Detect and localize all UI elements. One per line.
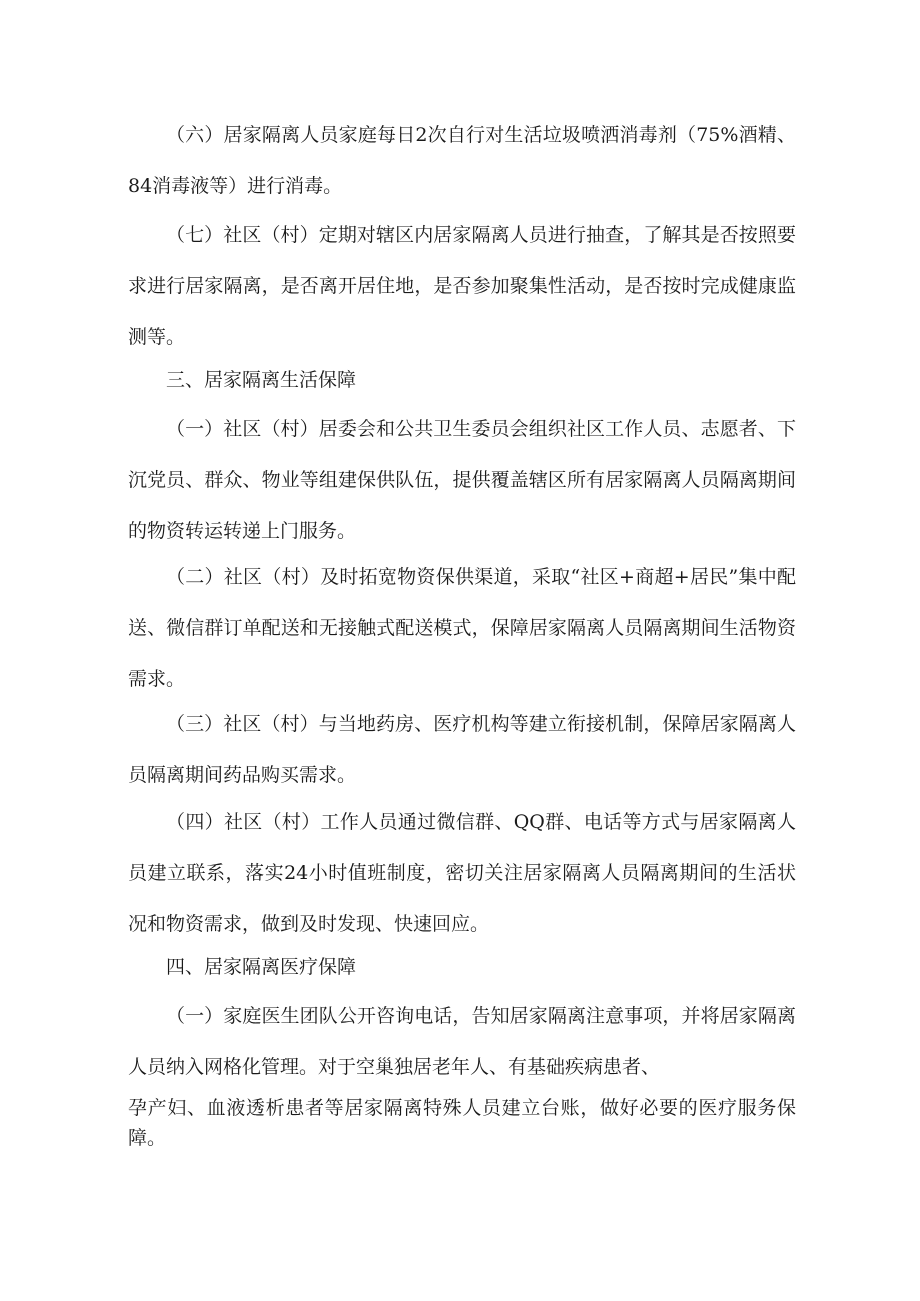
paragraph-six: （六）居家隔离人员家庭每日2次自行对生活垃圾喷洒消毒剂（75%酒精、84消毒液等）进行消毒。: [128, 124, 796, 197]
paragraph-seven: （七）社区（村）定期对辖区内居家隔离人员进行抽查，了解其是否按照要求进行居家隔离，是否离开居住地，是否参加聚集性活动，是否按时完成健康监测等。: [128, 224, 796, 348]
section-heading-three: 三、居家隔离生活保障: [166, 369, 357, 391]
section-three-item-one: （一）社区（村）居委会和公共卫生委员会组织社区工作人员、志愿者、下沉党员、群众、物业等组建保供队伍，提供覆盖辖区所有居家隔离人员隔离期间的物资转运转递上门服务。: [128, 418, 796, 542]
section-four-item-one-part-a: （一）家庭医生团队公开咨询电话，告知居家隔离注意事项，并将居家隔离人员纳入网格化管理。对于空巢独居老年人、有基础疾病患者、: [128, 1005, 796, 1078]
section-three-item-two: （二）社区（村）及时拓宽物资保供渠道，采取“社区+商超+居民”集中配送、微信群订单配送和无接触式配送模式，保障居家隔离人员隔离期间生活物资需求。: [128, 566, 796, 690]
section-three-item-three: （三）社区（村）与当地药房、医疗机构等建立衔接机制，保障居家隔离人员隔离期间药品购买需求。: [128, 713, 796, 786]
section-four-item-one-part-b: 孕产妇、血液透析患者等居家隔离特殊人员建立台账，做好必要的医疗服务保障。: [128, 1097, 796, 1149]
section-three-item-four: （四）社区（村）工作人员通过微信群、QQ群、电话等方式与居家隔离人员建立联系，落实24小时值班制度，密切关注居家隔离人员隔离期间的生活状况和物资需求，做到及时发现、快速回应。: [128, 811, 796, 935]
section-heading-four: 四、居家隔离医疗保障: [166, 956, 357, 978]
